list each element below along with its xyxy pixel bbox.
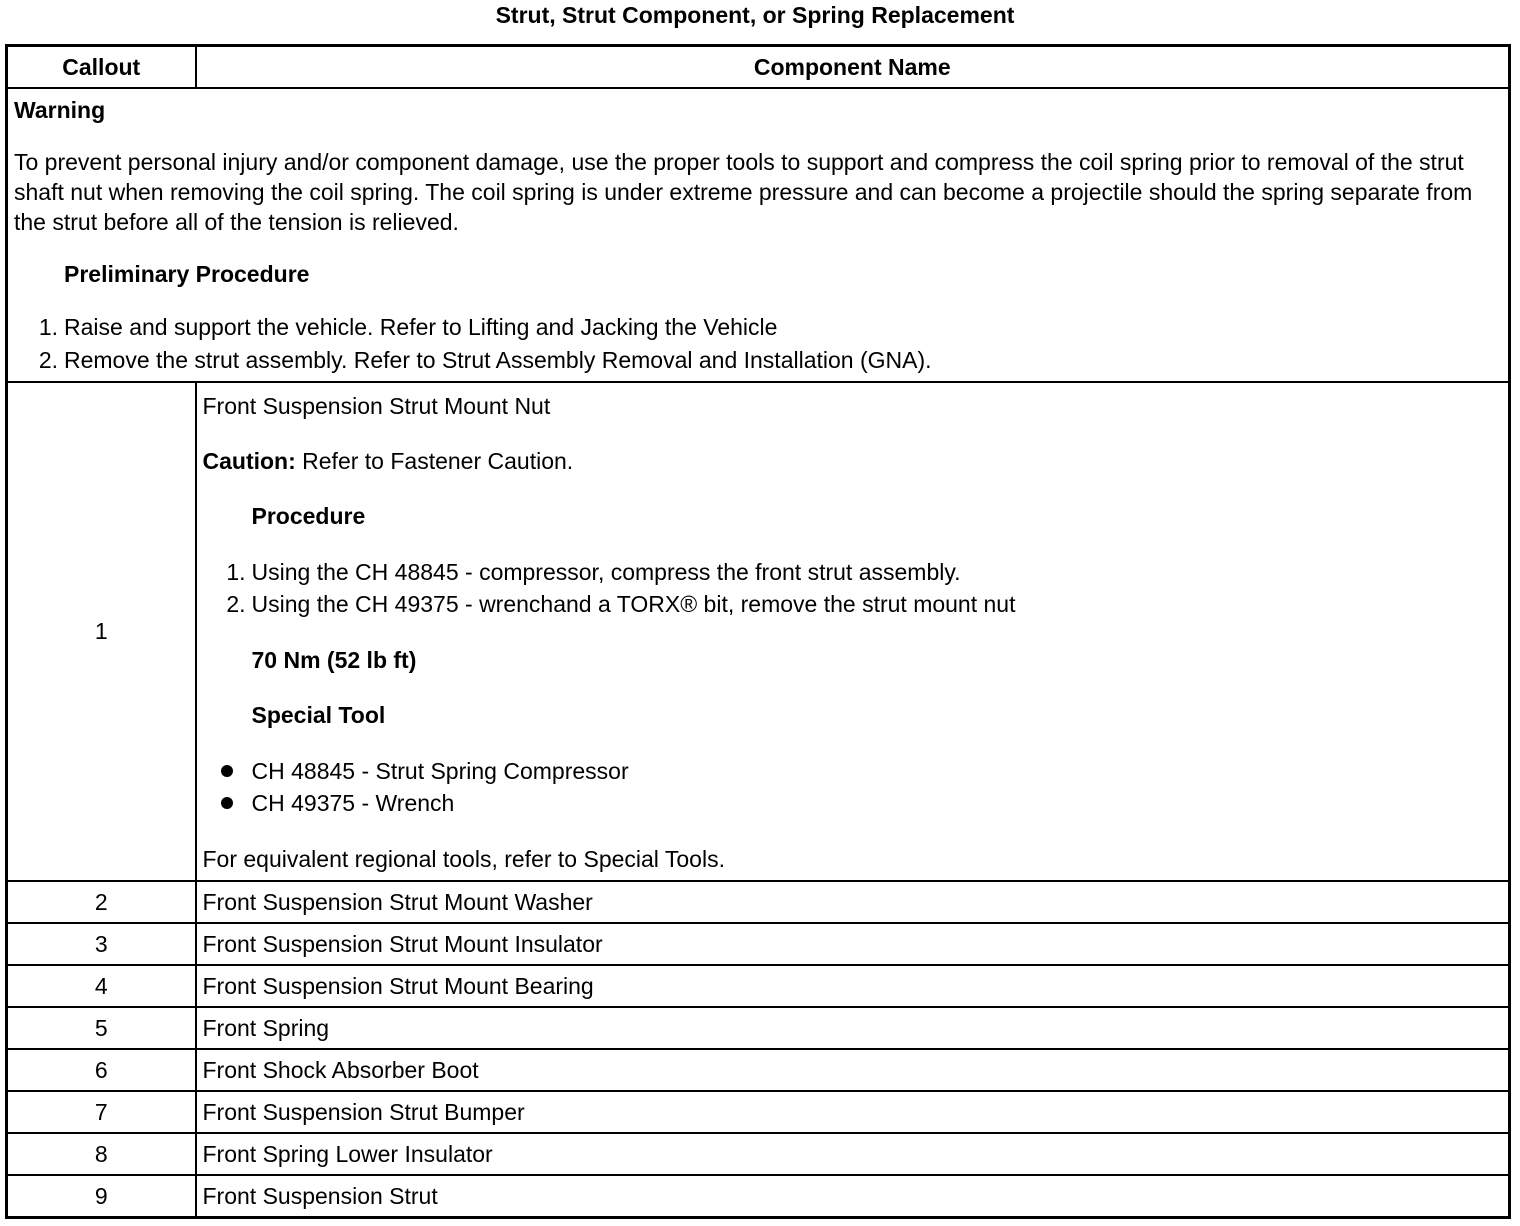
- component-name: Front Suspension Strut Mount Insulator: [196, 923, 1510, 965]
- callout-cell: 4: [7, 965, 196, 1007]
- table-row: [7, 1007, 1510, 1049]
- callout-cell: 1: [7, 382, 196, 881]
- special-tool-label: Special Tool: [251, 702, 386, 728]
- caution-line: [203, 446, 1503, 476]
- component-name: Front Suspension Strut Mount Nut: [202, 393, 551, 419]
- component-name: Front Suspension Strut: [196, 1175, 1510, 1218]
- component-detail-cell: [196, 382, 1510, 881]
- step-text: Remove the strut assembly. Refer to Strut Assembly Removal and Installation (GNA).: [64, 347, 932, 373]
- procedure-label: Procedure: [251, 503, 366, 529]
- preliminary-cell: [7, 88, 1510, 382]
- callout-header: Callout: [7, 46, 196, 89]
- warning-text: To prevent personal injury and/or component damage, use the proper tools to support and compress the coil spring prior to removal of the strut shaft nut when removing the coil spring. The coil spring is under extreme pressure and can become a projectile should the spring separate from the strut before all of the tension is relieved.: [14, 149, 1473, 235]
- special-tools-list: [203, 755, 1503, 819]
- component-name: Front Spring: [196, 1007, 1510, 1049]
- step-text: Using the CH 49375 - wrenchand a TORX® bit, remove the strut mount nut: [251, 591, 1016, 617]
- list-item: [203, 787, 1503, 819]
- callout-cell: 8: [7, 1133, 196, 1175]
- tool-text: CH 48845 - Strut Spring Compressor: [251, 758, 629, 784]
- list-item: [14, 344, 1502, 377]
- callout-cell: 2: [7, 881, 196, 923]
- table-row: [7, 923, 1510, 965]
- component-table: [5, 44, 1511, 1219]
- procedure-steps: [203, 556, 1503, 620]
- callout-cell: 5: [7, 1007, 196, 1049]
- step-text: Raise and support the vehicle. Refer to Lifting and Jacking the Vehicle: [64, 314, 778, 340]
- table-row: [7, 1175, 1510, 1218]
- torque-spec: 70 Nm (52 lb ft): [251, 647, 417, 673]
- list-item: [14, 311, 1502, 344]
- table-row: [7, 1049, 1510, 1091]
- component-name: Front Spring Lower Insulator: [196, 1133, 1510, 1175]
- preliminary-row: [7, 88, 1510, 382]
- table-row: [7, 965, 1510, 1007]
- header-row: [7, 46, 1510, 89]
- regional-tools-note: For equivalent regional tools, refer to Special Tools.: [202, 846, 725, 872]
- bullet-icon: [203, 755, 252, 787]
- component-name-header: Component Name: [196, 46, 1510, 89]
- preliminary-procedure-label: Preliminary Procedure: [64, 261, 310, 287]
- component-name: Front Suspension Strut Bumper: [196, 1091, 1510, 1133]
- component-name: Front Shock Absorber Boot: [196, 1049, 1510, 1091]
- callout-cell: 9: [7, 1175, 196, 1218]
- table-row: [7, 1133, 1510, 1175]
- component-name: Front Suspension Strut Mount Washer: [196, 881, 1510, 923]
- table-row: [7, 382, 1510, 881]
- list-item: [203, 755, 1503, 787]
- page-title: Strut, Strut Component, or Spring Replacement: [495, 2, 1015, 28]
- caution-text: Refer to Fastener Caution.: [295, 448, 574, 474]
- step-number: 1.: [38, 314, 58, 340]
- tool-text: CH 49375 - Wrench: [251, 790, 455, 816]
- table-row: [7, 881, 1510, 923]
- warning-label: Warning: [14, 97, 106, 123]
- preliminary-steps: [14, 311, 1502, 377]
- callout-cell: 7: [7, 1091, 196, 1133]
- step-number: 2.: [38, 347, 58, 373]
- list-item: [203, 556, 1503, 588]
- table-row: [7, 1091, 1510, 1133]
- list-item: [203, 588, 1503, 620]
- step-text: Using the CH 48845 - compressor, compress the front strut assembly.: [251, 559, 961, 585]
- callout-cell: 6: [7, 1049, 196, 1091]
- bullet-icon: [203, 787, 252, 819]
- callout-cell: 3: [7, 923, 196, 965]
- caution-label: Caution:: [202, 448, 296, 474]
- component-name: Front Suspension Strut Mount Bearing: [196, 965, 1510, 1007]
- step-number: 1.: [226, 559, 246, 585]
- step-number: 2.: [226, 591, 246, 617]
